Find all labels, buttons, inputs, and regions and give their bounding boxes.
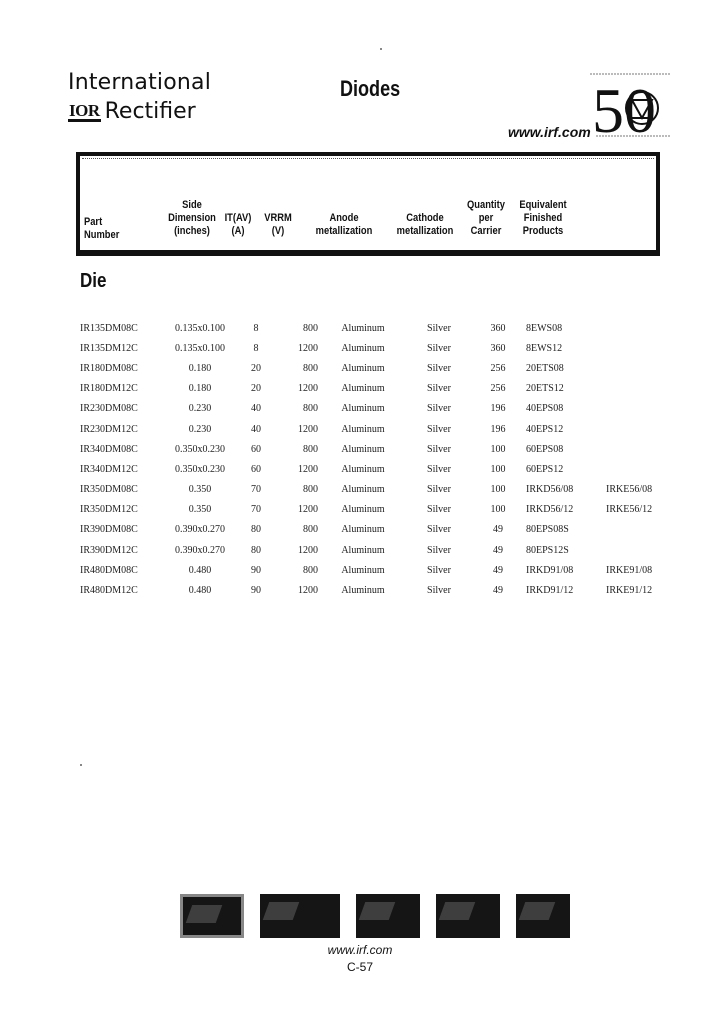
- cell-equivalent-product-alt: IRKE56/08: [606, 484, 653, 496]
- table-row: [80, 520, 686, 540]
- cell-quantity-per-carrier: 360: [490, 342, 506, 354]
- cell-it-av: 80: [251, 524, 261, 536]
- cell-vrrm: 800: [303, 322, 318, 334]
- cell-cathode-metallization: Silver: [427, 504, 451, 516]
- cell-quantity-per-carrier: 360: [490, 322, 506, 334]
- cell-quantity-per-carrier: 100: [490, 463, 506, 475]
- product-thumbnail: [356, 894, 420, 938]
- cell-anode-metallization: Aluminum: [341, 423, 385, 435]
- cell-cathode-metallization: Silver: [427, 403, 451, 415]
- cell-it-av: 70: [251, 504, 261, 516]
- cell-vrrm: 800: [303, 484, 318, 496]
- cell-equivalent-product: 40EPS08: [526, 403, 564, 415]
- cell-equivalent-product: 40EPS12: [526, 423, 564, 435]
- cell-equivalent-product-alt: [606, 419, 686, 439]
- cell-equivalent-product-alt: [606, 540, 686, 560]
- cell-vrrm: 1200: [298, 383, 318, 395]
- cell-side-dimension: 0.180: [188, 383, 212, 395]
- cell-cathode-metallization: Silver: [427, 322, 451, 334]
- company-name-line2: Rectifier: [104, 99, 196, 124]
- cell-anode-metallization: Aluminum: [341, 564, 385, 576]
- diode-die-table: [80, 318, 686, 601]
- cell-equivalent-product: 60EPS08: [526, 443, 564, 455]
- cell-side-dimension: 0.350: [188, 504, 212, 516]
- company-name-line1: International: [68, 70, 212, 95]
- cell-cathode-metallization: Silver: [427, 484, 451, 496]
- column-header-it-av: IT(AV) (A): [224, 212, 252, 237]
- cell-cathode-metallization: Silver: [427, 342, 451, 354]
- cell-it-av: 60: [251, 463, 261, 475]
- cell-it-av: 20: [251, 383, 261, 395]
- cell-part-number: IR390DM12C: [80, 544, 138, 556]
- cell-side-dimension: 0.180: [188, 362, 212, 374]
- company-logo: [68, 99, 196, 124]
- cell-side-dimension: 0.135x0.100: [175, 342, 225, 354]
- cell-part-number: IR135DM12C: [80, 342, 138, 354]
- product-thumbnail: [516, 894, 570, 938]
- cell-quantity-per-carrier: 256: [490, 383, 506, 395]
- column-header-vrrm: VRRM (V): [264, 212, 292, 237]
- cell-equivalent-product-alt: [606, 358, 686, 378]
- cell-equivalent-product-alt: [606, 399, 686, 419]
- cell-equivalent-product: 8EWS08: [526, 322, 563, 334]
- table-row: [80, 399, 686, 419]
- cell-vrrm: 800: [303, 403, 318, 415]
- cell-anode-metallization: Aluminum: [341, 524, 385, 536]
- cell-quantity-per-carrier: 49: [493, 585, 503, 597]
- cell-part-number: IR180DM08C: [80, 362, 138, 374]
- cell-it-av: 90: [251, 564, 261, 576]
- cell-part-number: IR340DM12C: [80, 463, 138, 475]
- table-row: [80, 379, 686, 399]
- cell-cathode-metallization: Silver: [427, 463, 451, 475]
- cell-it-av: 70: [251, 484, 261, 496]
- cell-quantity-per-carrier: 256: [490, 362, 506, 374]
- cell-part-number: IR350DM12C: [80, 504, 138, 516]
- scan-speck: [380, 48, 382, 50]
- cell-vrrm: 800: [303, 362, 318, 374]
- column-header-side-dimension: Side Dimension (inches): [168, 199, 216, 237]
- cell-part-number: IR135DM08C: [80, 322, 138, 334]
- cell-quantity-per-carrier: 196: [490, 403, 506, 415]
- cell-side-dimension: 0.480: [188, 564, 212, 576]
- cell-side-dimension: 0.230: [188, 403, 212, 415]
- cell-part-number: IR180DM12C: [80, 383, 138, 395]
- cell-it-av: 40: [251, 403, 261, 415]
- ior-logo-mark: IOR: [69, 100, 100, 120]
- table-row: [80, 358, 686, 378]
- anniversary-logo-icon: [590, 68, 670, 140]
- cell-quantity-per-carrier: 49: [493, 564, 503, 576]
- table-row: [80, 480, 686, 500]
- cell-cathode-metallization: Silver: [427, 362, 451, 374]
- cell-part-number: IR480DM08C: [80, 564, 138, 576]
- cell-quantity-per-carrier: 100: [490, 443, 506, 455]
- cell-side-dimension: 0.390x0.270: [175, 524, 225, 536]
- cell-side-dimension: 0.135x0.100: [175, 322, 225, 334]
- page-number: C-57: [346, 960, 373, 974]
- column-header-anode: Anode metallization: [315, 212, 373, 237]
- cell-part-number: IR350DM08C: [80, 484, 138, 496]
- cell-equivalent-product: IRKD56/08: [526, 484, 574, 496]
- column-header-part-number: Part Number: [84, 216, 120, 241]
- product-thumbnail: [180, 894, 244, 938]
- cell-it-av: 8: [253, 342, 259, 354]
- cell-part-number: IR230DM12C: [80, 423, 138, 435]
- cell-vrrm: 800: [303, 443, 318, 455]
- cell-equivalent-product: IRKD91/12: [526, 585, 574, 597]
- cell-equivalent-product: IRKD56/12: [526, 504, 574, 516]
- cell-equivalent-product-alt: IRKE56/12: [606, 504, 653, 516]
- cell-quantity-per-carrier: 49: [493, 544, 503, 556]
- cell-vrrm: 1200: [298, 504, 318, 516]
- table-row: [80, 560, 686, 580]
- column-header-equivalent: Equivalent Finished Products: [519, 199, 567, 237]
- cell-cathode-metallization: Silver: [427, 564, 451, 576]
- cell-quantity-per-carrier: 100: [490, 504, 506, 516]
- cell-side-dimension: 0.230: [188, 423, 212, 435]
- cell-it-av: 20: [251, 362, 261, 374]
- cell-it-av: 90: [251, 585, 261, 597]
- cell-it-av: 8: [253, 322, 259, 334]
- product-thumbnail: [436, 894, 500, 938]
- cell-side-dimension: 0.350x0.230: [175, 463, 225, 475]
- anniversary-number: 50: [592, 75, 656, 140]
- table-row: [80, 580, 686, 600]
- scan-speck: [80, 764, 82, 766]
- cell-cathode-metallization: Silver: [427, 524, 451, 536]
- cell-quantity-per-carrier: 100: [490, 484, 506, 496]
- cell-anode-metallization: Aluminum: [341, 463, 385, 475]
- cell-equivalent-product-alt: IRKE91/08: [606, 564, 653, 576]
- cell-anode-metallization: Aluminum: [341, 504, 385, 516]
- cell-anode-metallization: Aluminum: [341, 484, 385, 496]
- cell-part-number: IR230DM08C: [80, 403, 138, 415]
- cell-part-number: IR340DM08C: [80, 443, 138, 455]
- table-row: [80, 439, 686, 459]
- cell-equivalent-product: 60EPS12: [526, 463, 564, 475]
- cell-equivalent-product-alt: [606, 520, 686, 540]
- cell-side-dimension: 0.390x0.270: [175, 544, 225, 556]
- cell-it-av: 80: [251, 544, 261, 556]
- table-row: [80, 459, 686, 479]
- page-title: Diodes: [340, 76, 401, 101]
- cell-cathode-metallization: Silver: [427, 544, 451, 556]
- cell-anode-metallization: Aluminum: [341, 362, 385, 374]
- cell-equivalent-product: 8EWS12: [526, 342, 563, 354]
- table-row: [80, 338, 686, 358]
- table-row: [80, 419, 686, 439]
- cell-side-dimension: 0.350x0.230: [175, 443, 225, 455]
- column-header-quantity: Quantity per Carrier: [467, 199, 505, 237]
- cell-vrrm: 1200: [298, 544, 318, 556]
- cell-equivalent-product-alt: IRKE91/12: [606, 585, 653, 597]
- cell-cathode-metallization: Silver: [427, 585, 451, 597]
- cell-equivalent-product: 80EPS12S: [526, 544, 569, 556]
- cell-vrrm: 1200: [298, 423, 318, 435]
- table-row: [80, 318, 686, 338]
- cell-side-dimension: 0.350: [188, 484, 212, 496]
- cell-it-av: 60: [251, 443, 261, 455]
- table-row: [80, 500, 686, 520]
- cell-anode-metallization: Aluminum: [341, 403, 385, 415]
- cell-equivalent-product: 20ETS08: [526, 362, 564, 374]
- cell-vrrm: 1200: [298, 585, 318, 597]
- cell-quantity-per-carrier: 196: [490, 423, 506, 435]
- cell-equivalent-product-alt: [606, 439, 686, 459]
- cell-cathode-metallization: Silver: [427, 423, 451, 435]
- cell-cathode-metallization: Silver: [427, 383, 451, 395]
- cell-equivalent-product: IRKD91/08: [526, 564, 574, 576]
- cell-part-number: IR480DM12C: [80, 585, 138, 597]
- cell-quantity-per-carrier: 49: [493, 524, 503, 536]
- cell-vrrm: 1200: [298, 463, 318, 475]
- column-header-box: [76, 152, 660, 256]
- cell-anode-metallization: Aluminum: [341, 585, 385, 597]
- cell-vrrm: 800: [303, 524, 318, 536]
- cell-equivalent-product-alt: [606, 338, 686, 358]
- footer-thumbnails: [180, 894, 570, 938]
- cell-anode-metallization: Aluminum: [341, 322, 385, 334]
- cell-anode-metallization: Aluminum: [341, 383, 385, 395]
- section-title: Die: [80, 270, 107, 292]
- cell-equivalent-product: 80EPS08S: [526, 524, 569, 536]
- cell-anode-metallization: Aluminum: [341, 342, 385, 354]
- column-header-cathode: Cathode metallization: [396, 212, 454, 237]
- cell-vrrm: 1200: [298, 342, 318, 354]
- cell-side-dimension: 0.480: [188, 585, 212, 597]
- cell-equivalent-product: 20ETS12: [526, 383, 564, 395]
- cell-cathode-metallization: Silver: [427, 443, 451, 455]
- cell-anode-metallization: Aluminum: [341, 544, 385, 556]
- cell-anode-metallization: Aluminum: [341, 443, 385, 455]
- cell-equivalent-product-alt: [606, 318, 686, 338]
- product-thumbnail: [260, 894, 340, 938]
- cell-it-av: 40: [251, 423, 261, 435]
- footer-url: www.irf.com: [327, 943, 393, 957]
- cell-equivalent-product-alt: [606, 459, 686, 479]
- table-row: [80, 540, 686, 560]
- cell-equivalent-product-alt: [606, 379, 686, 399]
- cell-part-number: IR390DM08C: [80, 524, 138, 536]
- cell-vrrm: 800: [303, 564, 318, 576]
- header-url: www.irf.com: [508, 124, 591, 140]
